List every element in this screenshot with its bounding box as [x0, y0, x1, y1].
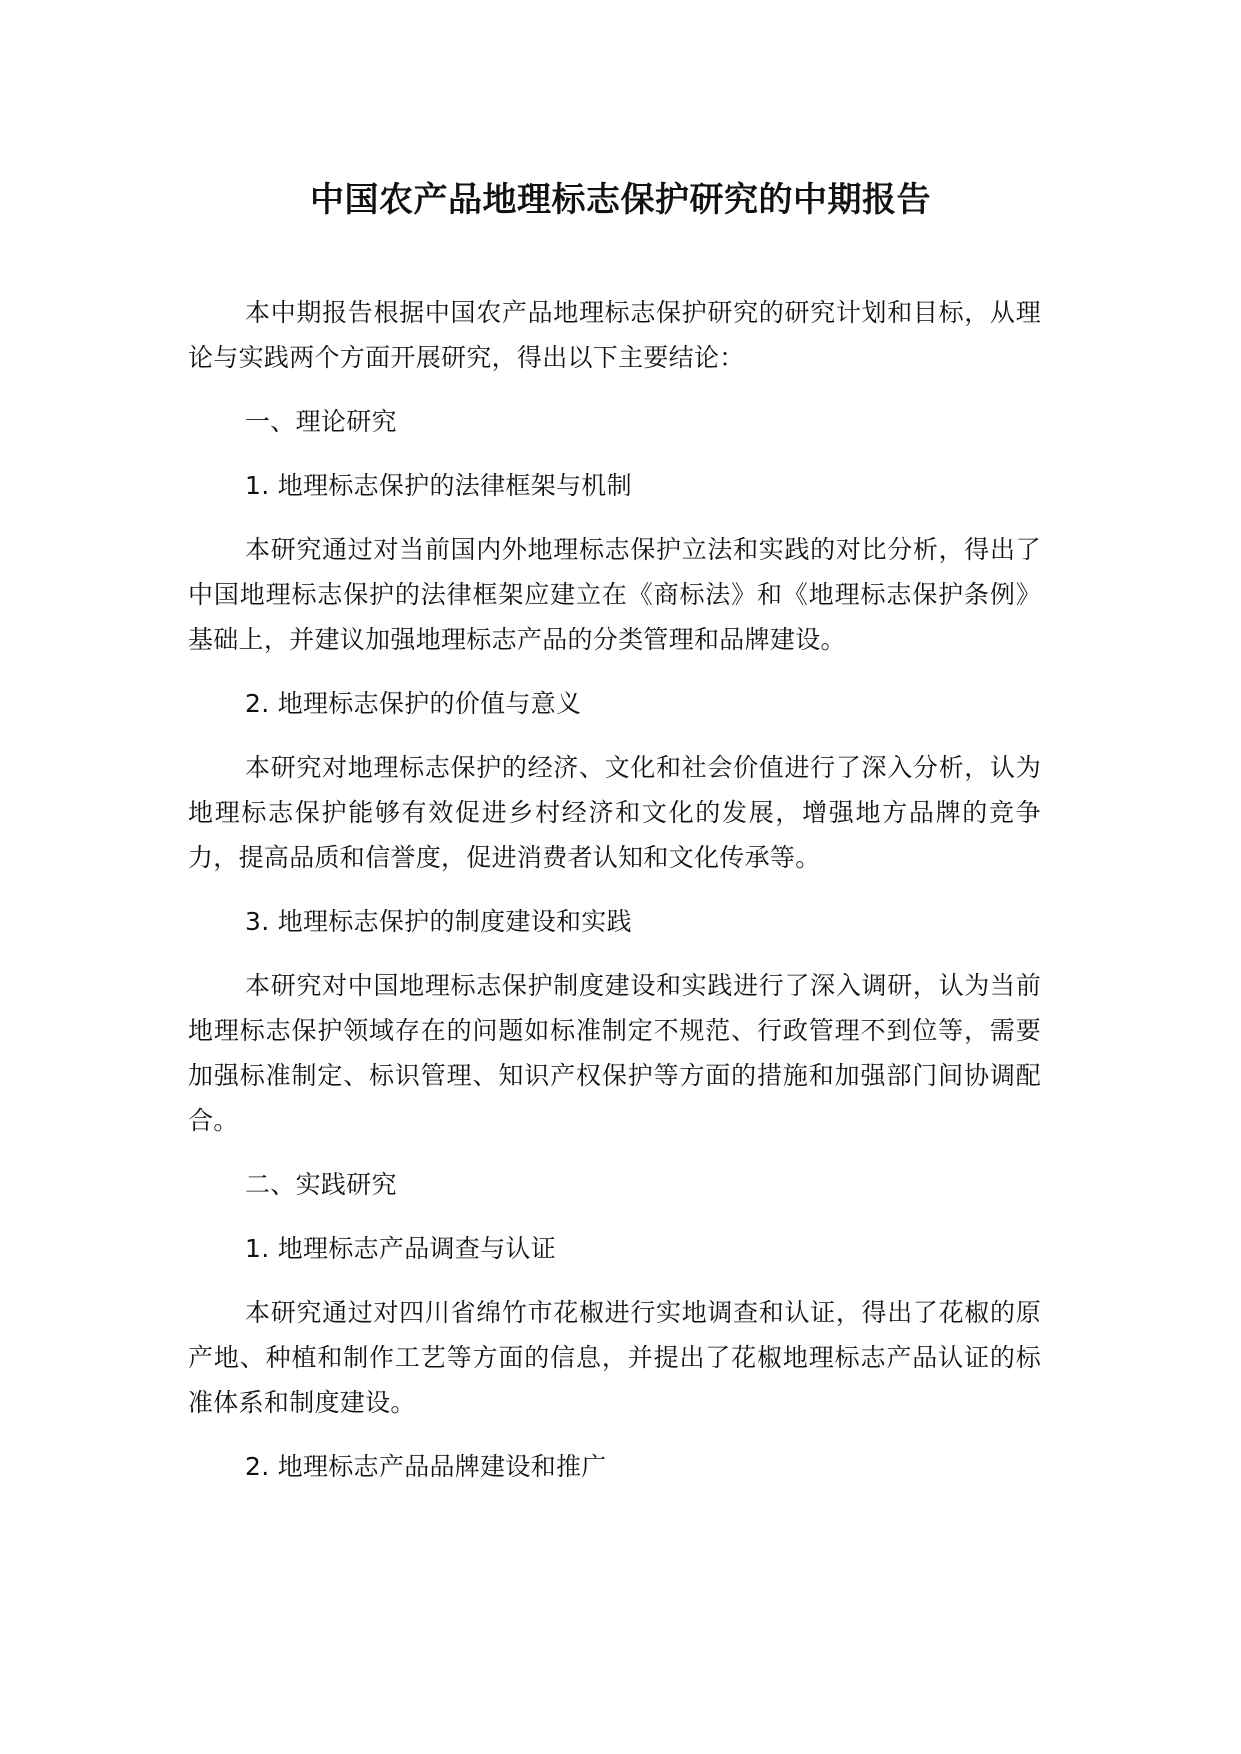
document-body	[188, 290, 1041, 1508]
subsection-heading-survey: 1. 地理标志产品调查与认证	[245, 1234, 557, 1263]
subsection-heading-value: 2. 地理标志保护的价值与意义	[245, 689, 582, 718]
paragraph-legal-framework: 本研究通过对当前国内外地理标志保护立法和实践的对比分析，得出了中国地理标志保护的法律框架应建立在《商标法》和《地理标志保护条例》基础上，并建议加强地理标志产品的分类管理和品牌建设。	[188, 535, 1041, 654]
paragraph-survey: 本研究通过对四川省绵竹市花椒进行实地调查和认证，得出了花椒的原产地、种植和制作工艺等方面的信息，并提出了花椒地理标志产品认证的标准体系和制度建设。	[188, 1298, 1041, 1417]
intro-paragraph: 本中期报告根据中国农产品地理标志保护研究的研究计划和目标，从理论与实践两个方面开展研究，得出以下主要结论：	[188, 298, 1041, 372]
document-title: 中国农产品地理标志保护研究的中期报告	[310, 180, 931, 220]
subsection-heading-branding: 2. 地理标志产品品牌建设和推广	[245, 1452, 607, 1481]
paragraph-value: 本研究对地理标志保护的经济、文化和社会价值进行了深入分析，认为地理标志保护能够有效促进乡村经济和文化的发展，增强地方品牌的竞争力，提高品质和信誉度，促进消费者认知和文化传承等。	[188, 753, 1041, 872]
paragraph-system: 本研究对中国地理标志保护制度建设和实践进行了深入调研，认为当前地理标志保护领域存在的问题如标准制定不规范、行政管理不到位等，需要加强标准制定、标识管理、知识产权保护等方面的措施和加强部门间协调配合。	[188, 971, 1041, 1135]
subsection-heading-legal-framework: 1. 地理标志保护的法律框架与机制	[245, 471, 632, 500]
section-heading-theory: 一、理论研究	[245, 407, 397, 436]
subsection-heading-system: 3. 地理标志保护的制度建设和实践	[245, 907, 632, 936]
section-heading-practice: 二、实践研究	[245, 1170, 397, 1199]
